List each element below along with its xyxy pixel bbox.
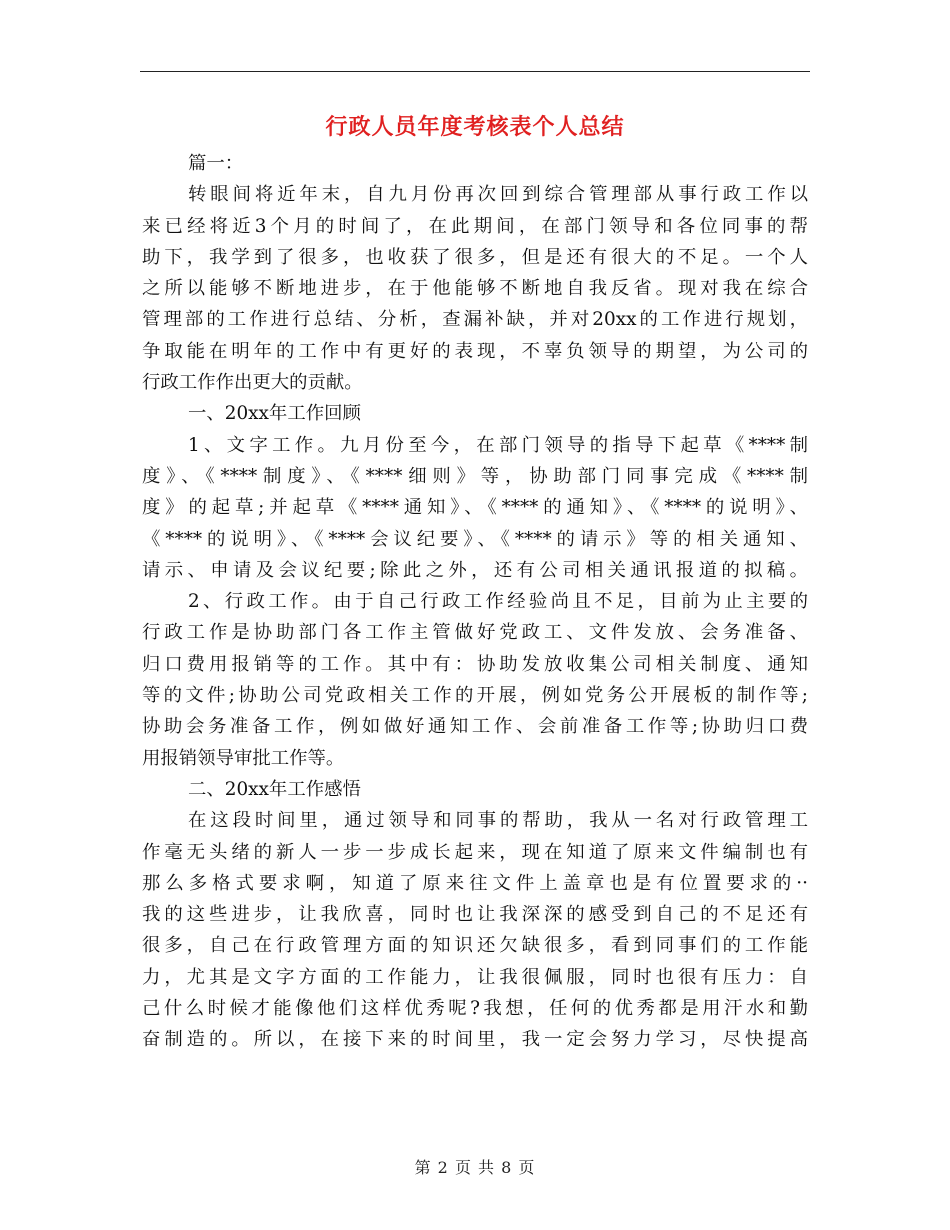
header-rule [140, 71, 810, 72]
text-line: 转眼间将近年末，自九月份再次回到综合管理部从事行政工作以 [188, 184, 808, 206]
text-line: 一、20xx年工作回顾 [188, 403, 361, 425]
document-body [142, 148, 808, 1056]
text-line: 请示、申请及会议纪要;除此之外，还有公司相关通讯报道的拟稿。 [142, 559, 808, 581]
text-line: 管理部的工作进行总结、分析，查漏补缺，并对20xx的工作进行规划， [142, 309, 808, 331]
text-line: 在这段时间里，通过领导和同事的帮助，我从一名对行政管理工 [188, 810, 808, 832]
text-line: 那么多格式要求啊，知道了原来往文件上盖章也是有位置要求的·· [142, 872, 808, 894]
text-line: 等的文件;协助公司党政相关工作的开展，例如党务公开展板的制作等; [142, 685, 808, 707]
text-line: 作毫无头绪的新人一步一步成长起来，现在知道了原来文件编制也有 [142, 841, 808, 863]
text-line: 2、行政工作。由于自己行政工作经验尚且不足，目前为止主要的 [188, 591, 808, 613]
text-line: 奋制造的。所以，在接下来的时间里，我一定会努力学习，尽快提高 [142, 1029, 808, 1051]
text-line: 1、文字工作。九月份至今，在部门领导的指导下起草《****制 [188, 434, 808, 456]
text-line: 篇一： [188, 153, 244, 174]
text-line: 行政工作作出更大的贡献。 [142, 372, 363, 394]
text-line: 行政工作是协助部门各工作主管做好党政工、文件发放、会务准备、 [142, 622, 808, 644]
text-line: 己什么时候才能像他们这样优秀呢?我想，任何的优秀都是用汗水和勤 [142, 998, 808, 1020]
text-line: 力，尤其是文字方面的工作能力，让我很佩服，同时也很有压力：自 [142, 966, 808, 988]
text-line: 《****的说明》、《****会议纪要》、《****的请示》等的相关通知、 [142, 528, 808, 550]
text-line: 用报销领导审批工作等。 [142, 747, 345, 769]
text-line: 之所以能够不断地进步，在于他能够不断地自我反省。现对我在综合 [142, 278, 808, 300]
text-line: 来已经将近3个月的时间了，在此期间，在部门领导和各位同事的帮 [142, 215, 808, 237]
text-line: 二、20xx年工作感悟 [188, 778, 361, 800]
text-line: 我的这些进步，让我欣喜，同时也让我深深的感受到自己的不足还有 [142, 904, 808, 926]
text-line: 协助会务准备工作，例如做好通知工作、会前准备工作等;协助归口费 [142, 716, 808, 738]
text-line: 归口费用报销等的工作。其中有：协助发放收集公司相关制度、通知 [142, 653, 808, 675]
page-number: 第 2 页 共 8 页 [414, 1158, 536, 1177]
text-line: 度》、《****制度》、《****细则》等，协助部门同事完成《****制 [142, 465, 808, 487]
text-line: 很多，自己在行政管理方面的知识还欠缺很多，看到同事们的工作能 [142, 935, 808, 957]
document-title: 行政人员年度考核表个人总结 [325, 115, 625, 140]
text-line: 助下，我学到了很多，也收获了很多，但是还有很大的不足。一个人 [142, 246, 808, 268]
text-line: 度》的起草;并起草《****通知》、《****的通知》、《****的说明》、 [142, 497, 808, 519]
text-line: 争取能在明年的工作中有更好的表现，不辜负领导的期望，为公司的 [142, 340, 808, 362]
